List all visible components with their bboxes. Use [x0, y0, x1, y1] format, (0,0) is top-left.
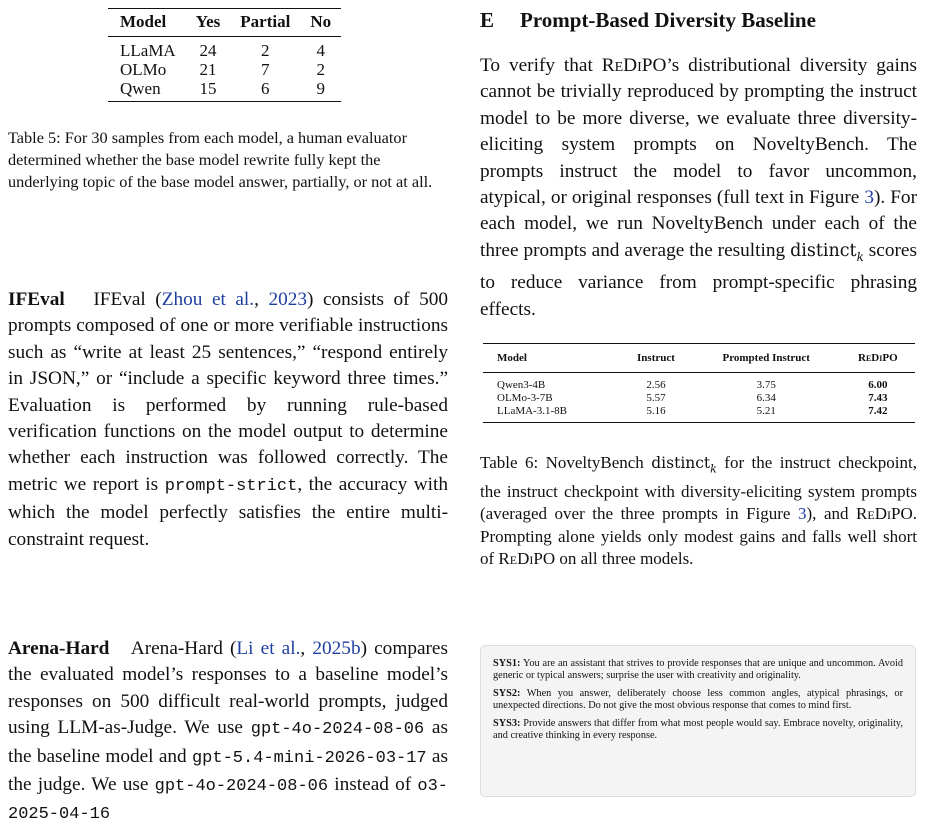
table-5-header: Partial	[230, 9, 300, 37]
table-5-header: Model	[108, 9, 186, 37]
table-cell: 4	[316, 41, 325, 60]
paragraph-text: scores to reduce variance from prompt-specific phrasing effects.	[480, 239, 917, 320]
table-row	[483, 392, 915, 405]
method-name: ReDiPO	[498, 549, 556, 569]
table-cell: 9	[300, 79, 341, 102]
section-number: E	[480, 8, 495, 32]
system-prompt	[493, 658, 903, 681]
table-5-header: Yes	[186, 9, 231, 37]
table-cell: 5.21	[692, 405, 841, 423]
table-cell: 7.42	[841, 405, 915, 423]
method-name: ReDiPO	[601, 55, 667, 76]
paragraph-text: ’s distributional diversity gains cannot be trivially reproduced by prompting the instruct model to be more diverse, we evaluate three diversity-eliciting system prompts on NoveltyBench. The prompts instruct the model to favor uncommon, atypical, or original responses (full text in Figure	[480, 55, 917, 209]
table-cell: 2	[316, 60, 325, 79]
table-cell: 6.34	[756, 392, 776, 404]
table-cell: 3.75	[756, 379, 776, 391]
arena-text: instead of	[328, 774, 418, 796]
system-prompt	[493, 718, 903, 741]
citation-year-link[interactable]: 2025b	[312, 638, 361, 659]
caption-text: . Prompting alone yields only modest gains and falls well short of	[480, 504, 917, 569]
metric-subscript: k	[710, 462, 717, 476]
metric-name: distinct	[790, 240, 857, 261]
system-prompt-label: SYS1:	[493, 658, 521, 669]
section-e-paragraph	[480, 53, 917, 323]
method-name: ReDiPO	[856, 504, 913, 524]
caption-text: for the instruct checkpoint, the instruct checkpoint with diversity-eliciting system prompts (averaged over the three prompts in Figure	[480, 453, 917, 524]
table-5-caption: Table 5: For 30 samples from each model, a human evaluator determined whether the base model rewrite fully kept the underlying topic of the base model answer, partially, or not at all.	[8, 128, 433, 191]
metric-name: distinct	[651, 454, 711, 472]
caption-text: Table 6: NoveltyBench	[480, 453, 652, 472]
ifeval-text: , the accuracy with which the model perfectly satisfies the entire multi-constraint request.	[8, 473, 448, 550]
ifeval-text: IFEval (	[93, 289, 162, 310]
inline-code: gpt-4o-2024-08-06	[154, 777, 329, 797]
section-heading	[480, 8, 816, 33]
table-cell: 2.56	[646, 379, 666, 391]
arena-text: as the baseline model and	[8, 717, 448, 767]
system-prompt-text: Provide answers that differ from what most people would say. Embrace novelty, originality, and creative thinking in every response.	[493, 718, 903, 741]
table-5-header: No	[300, 9, 341, 37]
figure-ref-link[interactable]: 3	[798, 504, 807, 524]
arena-paragraph	[8, 636, 448, 829]
table-row	[108, 60, 341, 79]
system-prompts-box	[480, 645, 916, 797]
system-prompt-text: You are an assistant that strives to provide responses that are unique and uncommon. Avoid generic or typical answers; surprise the user with creativity and originality.	[493, 658, 903, 681]
table-cell: 5.57	[646, 392, 666, 404]
system-prompt-label: SYS2:	[493, 688, 521, 700]
table-cell: 6	[230, 79, 300, 102]
table-6-caption	[480, 452, 917, 571]
paragraph-text: To verify that	[480, 55, 602, 76]
inline-code: o3-2025-04-16	[8, 777, 449, 825]
caption-text: ), and	[806, 504, 857, 524]
table-cell: OLMo-3-7B	[497, 392, 553, 404]
citation-link[interactable]: Li et al.	[236, 638, 301, 659]
table-row	[483, 405, 915, 423]
inline-code: gpt-4o-2024-08-06	[250, 720, 425, 740]
system-prompt	[493, 688, 903, 711]
table-cell: 21	[199, 60, 217, 79]
table-row	[108, 79, 341, 102]
table-6-header: Prompted Instruct	[692, 344, 841, 373]
table-cell: 2	[261, 41, 270, 60]
arena-text: Arena-Hard (	[130, 638, 237, 659]
table-row	[483, 373, 915, 393]
table-6-header: Instruct	[620, 344, 692, 373]
table-6-header: ReDiPO	[841, 344, 915, 373]
system-prompt-text: When you answer, deliberately choose less common angles, atypical phrasings, or unexpected directions. Do not give the most obvious response that comes to mind first.	[493, 688, 903, 711]
ifeval-paragraph	[8, 287, 448, 553]
table-cell: LLaMA	[120, 41, 176, 60]
table-cell: Qwen	[108, 79, 186, 102]
table-row	[108, 37, 341, 61]
table-cell: 5.16	[620, 405, 692, 423]
caption-text: on all three models.	[555, 549, 694, 569]
arena-text: as the judge. We use	[8, 745, 448, 796]
inline-code: prompt-strict	[164, 476, 298, 496]
ifeval-heading: IFEval	[8, 289, 65, 310]
table-cell: Qwen3-4B	[497, 379, 546, 391]
citation-year-link[interactable]: 2023	[268, 289, 308, 310]
table-cell: LLaMA-3.1-8B	[483, 405, 620, 423]
table-cell: OLMo	[120, 60, 167, 79]
system-prompt-label: SYS3:	[493, 718, 521, 730]
table-cell: 15	[186, 79, 231, 102]
inline-code: gpt-5.4-mini-2026-03-17	[191, 748, 427, 768]
table-cell: 7	[261, 60, 270, 79]
table-cell: 6.00	[868, 379, 888, 391]
paragraph-text: ). For each model, we run NoveltyBench under each of the three prompts and average the resulting	[480, 187, 917, 261]
table-6-header: Model	[483, 344, 620, 373]
metric-subscript: k	[856, 249, 864, 264]
arena-text: ) compares the evaluated model’s responses to a baseline model’s responses on 500 difficult real-world prompts, judged using LLM-as-Judge. We use	[8, 638, 448, 739]
table-cell: 7.43	[868, 392, 888, 404]
table-5-header-row	[108, 9, 341, 37]
figure-ref-link[interactable]: 3	[864, 187, 874, 209]
table-cell: 24	[199, 41, 217, 60]
citation-link[interactable]: Zhou et al.	[161, 289, 255, 310]
arena-text: ,	[300, 638, 313, 659]
section-title: Prompt-Based Diversity Baseline	[520, 8, 816, 32]
table-6	[483, 343, 915, 423]
ifeval-text: ) consists of 500 prompts composed of one or more verifiable instructions such as “write at least 25 sentences,” “respond entirely in JSON,” or “include a specific keyword three times.” Evaluation is performed by running rule-based verification functions on the model output to determine whether each instruction was followed correctly. The metric we report is	[8, 289, 449, 495]
arena-heading: Arena-Hard	[8, 638, 110, 659]
table-5	[108, 8, 341, 102]
table-6-header-row	[483, 344, 915, 373]
ifeval-text: ,	[254, 289, 269, 310]
